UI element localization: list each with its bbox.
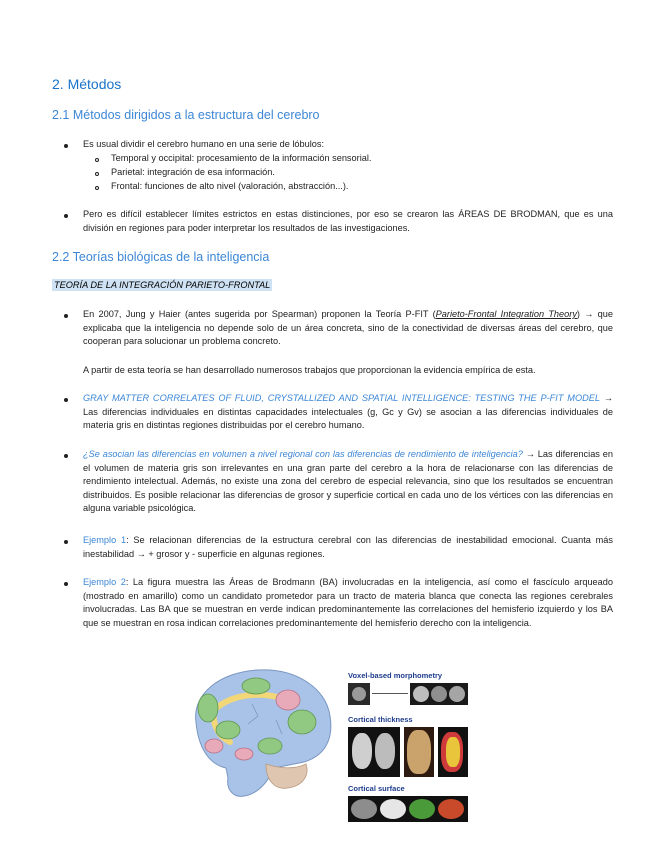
bullet-lobulos: Es usual dividir el cerebro humano en una serie de lóbulos: bbox=[83, 139, 325, 149]
section-title-2-2: 2.2 Teorías biológicas de la inteligencia bbox=[52, 250, 270, 264]
bullet-pfit: En 2007, Jung y Haier (antes sugerida por Spearman) proponen la Teoría P-FIT (Parieto-Frontal Integration Theory) → que explicaba que la inteligencia no depende solo de un área concreta, sino de la conectividad de diversas áreas del cerebro, que cooperan para solucionar un problema concreto. bbox=[83, 309, 613, 347]
sub-bullet-temporal: Temporal y occipital: procesamiento de la información sensorial. bbox=[111, 153, 372, 163]
paragraph-evidencia: A partir de esta teoría se han desarrollado numerosos trabajos que proporcionan la evidencia empírica de esta. bbox=[83, 365, 536, 375]
bullet-icon bbox=[64, 582, 68, 586]
sub-bullet-icon bbox=[95, 186, 99, 190]
sub-bullet-parietal: Parietal: integración de esa información. bbox=[111, 167, 275, 177]
ct-panel-1 bbox=[348, 727, 400, 777]
fig-label-vbm: Voxel-based morphometry bbox=[348, 671, 443, 680]
sub-bullet-icon bbox=[95, 158, 99, 162]
vbm-panel-2 bbox=[410, 683, 468, 705]
fig-label-cs: Cortical surface bbox=[348, 784, 405, 793]
bullet-icon bbox=[64, 540, 68, 544]
sub-bullet-frontal: Frontal: funciones de alto nivel (valoración, abstracción...). bbox=[111, 181, 349, 191]
ct-panel-2 bbox=[404, 727, 434, 777]
vbm-arrow bbox=[372, 693, 408, 694]
bullet-icon bbox=[64, 214, 68, 218]
bullet-brodman: Pero es difícil establecer límites estrictos en estas distinciones, por eso se crearon las ÁREAS DE BRODMAN, que es una división en regiones para poder interpretar los resultados de las investigaciones. bbox=[83, 209, 613, 233]
cs-panel bbox=[348, 796, 468, 822]
pfit-link[interactable]: Parieto-Frontal Integration Theory bbox=[435, 309, 577, 319]
vbm-panel-1 bbox=[348, 683, 370, 705]
bullet-icon bbox=[64, 314, 68, 318]
sub-bullet-icon bbox=[95, 172, 99, 176]
section-title-metodos: 2. Métodos bbox=[52, 76, 122, 92]
brain-figure bbox=[178, 664, 338, 800]
ct-panel-3 bbox=[438, 727, 468, 777]
fig-label-ct: Cortical thickness bbox=[348, 715, 413, 724]
section-title-2-1: 2.1 Métodos dirigidos a la estructura del cerebro bbox=[52, 108, 320, 122]
bullet-ejemplo-2: Ejemplo 2: La figura muestra las Áreas de Brodmann (BA) involucradas en la inteligencia, así como el fascículo arqueado (mostrado en amarillo) como un candidato prometedor para un tracto de materia blanca que conecta las regiones cerebrales involucradas. Las BA que se muestran en verde indican predominantemente las correlaciones del hemisferio izquierdo y los BA que se muestran en rosa indican correlaciones predominantemente del hemisferio derecho con la inteligencia. bbox=[83, 577, 613, 628]
bullet-icon bbox=[64, 454, 68, 458]
bullet-gray-matter: GRAY MATTER CORRELATES OF FLUID, CRYSTALLIZED AND SPATIAL INTELLIGENCE: TESTING THE P-FIT MODEL → Las diferencias individuales en distintas capacidades intelectuales (g, Gc y Gv) se asocian a las diferencias individuales de materia gris en distintas regiones distribuidas por el cerebro humano. bbox=[83, 393, 613, 431]
bullet-volumen: ¿Se asocian las diferencias en volumen a nivel regional con las diferencias de rendimiento de inteligencia? → Las diferencias en el volumen de materia gris son irrelevantes en una gran parte del cerebro a la hora de relacionarse con las diferencias de rendimiento intelectual. Además, no existe una zona del cerebro de especial relevancia, sino que los resultados se encuentran distribuidos. Es posible relacionar las diferencias de grosor y superficie cortical en cada uno de los vértices con las diferencias en alguna variable psicológica. bbox=[83, 449, 613, 514]
bullet-icon bbox=[64, 398, 68, 402]
bullet-icon bbox=[64, 144, 68, 148]
bullet-ejemplo-1: Ejemplo 1: Se relacionan diferencias de la estructura cerebral con las diferencias de inestabilidad emocional. Cuanta más inestabilidad → + grosor y - superficie en algunas regiones. bbox=[83, 535, 614, 559]
subsection-pfit: TEORÍA DE LA INTEGRACIÓN PARIETO-FRONTAL bbox=[54, 280, 271, 290]
